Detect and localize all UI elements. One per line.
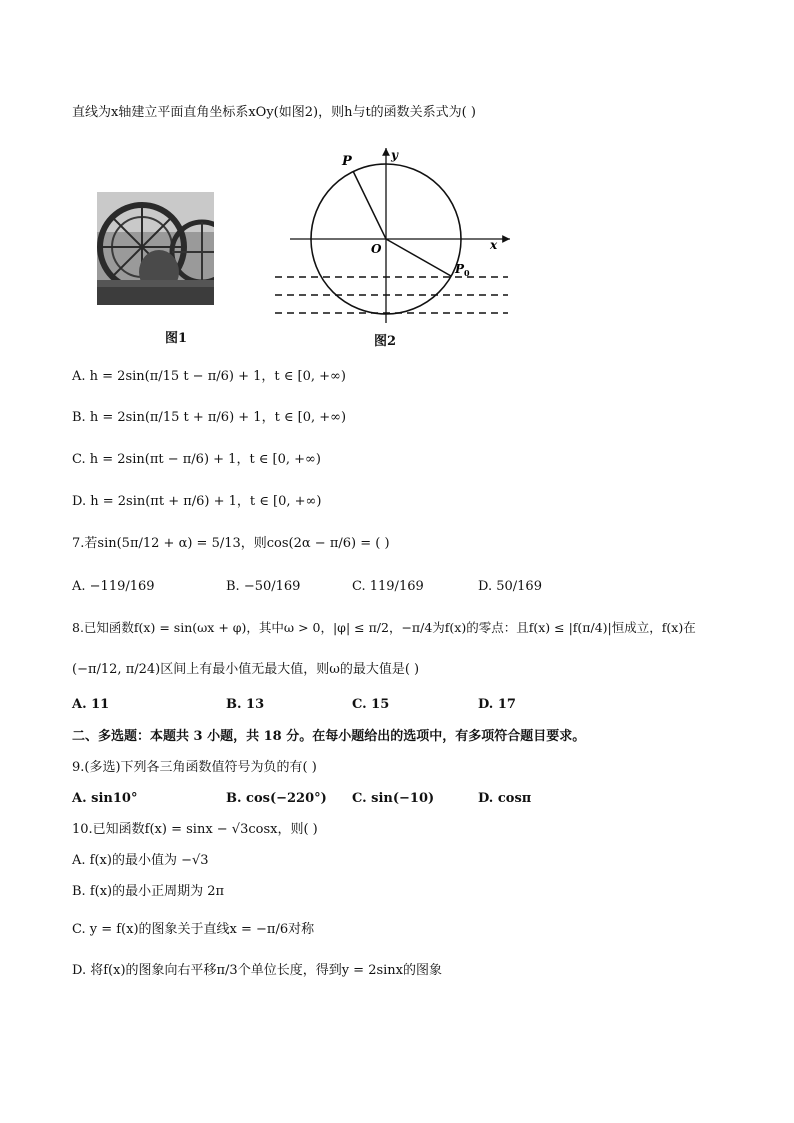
q10-option-b: B. f(x)的最小正周期为 2π xyxy=(72,884,225,899)
q7-option-b: B. −50/169 xyxy=(226,579,301,594)
water-wheel-photo xyxy=(97,192,214,305)
radius-OP0 xyxy=(386,239,451,276)
q9-option-b: B. cos(−220°) xyxy=(226,791,327,806)
label-y: y xyxy=(391,148,398,162)
q6-option-c: C. h = 2sin(πt − π/6) + 1，t ∈ [0, +∞) xyxy=(72,452,321,467)
label-P: P xyxy=(342,154,352,169)
radius-OP xyxy=(353,171,386,239)
q10-option-d: D. 将f(x)的图象向右平移π/3个单位长度，得到y = 2sinx的图象 xyxy=(72,963,443,978)
q7-option-a: A. −119/169 xyxy=(72,579,155,594)
q8-option-a: A. 11 xyxy=(72,697,110,712)
q7-stem: 7.若sin(5π/12 + α) = 5/13，则cos(2α − π/6) = ( ) xyxy=(72,536,390,551)
q8-option-b: B. 13 xyxy=(226,697,265,712)
q10-stem: 10.已知函数f(x) = sinx − √3cosx，则( ) xyxy=(72,822,318,837)
q7-option-c: C. 119/169 xyxy=(352,579,424,594)
q10-option-c: C. y = f(x)的图象关于直线x = −π/6对称 xyxy=(72,922,315,937)
q9-option-d: D. cosπ xyxy=(478,791,532,806)
label-P0: P xyxy=(455,262,465,276)
q6-option-a: A. h = 2sin(π/15 t − π/6) + 1，t ∈ [0, +∞) xyxy=(72,369,346,384)
section-2-heading: 二、多选题：本题共 3 小题，共 18 分。在每小题给出的选项中，有多项符合题目要求。 xyxy=(72,729,586,744)
figure-2-caption: 图2 xyxy=(374,334,397,349)
label-O: O xyxy=(371,242,382,256)
q6-option-b: B. h = 2sin(π/15 t + π/6) + 1，t ∈ [0, +∞) xyxy=(72,410,347,425)
coordinate-diagram xyxy=(270,140,520,325)
q8-option-d: D. 17 xyxy=(478,697,516,712)
q9-option-c: C. sin(−10) xyxy=(352,791,435,806)
q10-option-a: A. f(x)的最小值为 −√3 xyxy=(72,853,209,868)
label-x: x xyxy=(490,238,498,252)
q9-option-a: A. sin10° xyxy=(72,791,138,806)
q8-option-c: C. 15 xyxy=(352,697,390,712)
label-P0-subscript: 0 xyxy=(464,268,470,278)
q9-stem: 9.(多选)下列各三角函数值符号为负的有( ) xyxy=(72,760,317,775)
question-6-stem-continuation: 直线为x轴建立平面直角坐标系xOy(如图2)，则h与t的函数关系式为( ) xyxy=(72,105,476,120)
figure-1-caption: 图1 xyxy=(165,331,188,346)
q6-option-d: D. h = 2sin(πt + π/6) + 1，t ∈ [0, +∞) xyxy=(72,494,322,509)
q8-stem-line-2: (−π/12, π/24)区间上有最小值无最大值，则ω的最大值是( ) xyxy=(72,662,420,677)
q7-option-d: D. 50/169 xyxy=(478,579,542,594)
q8-stem-line-1: 8.已知函数f(x) = sin(ωx + φ)，其中ω > 0，|φ| ≤ π/2，−π/4为f(x)的零点：且f(x) ≤ |f(π/4)|恒成立，f(x)在 xyxy=(72,620,696,635)
